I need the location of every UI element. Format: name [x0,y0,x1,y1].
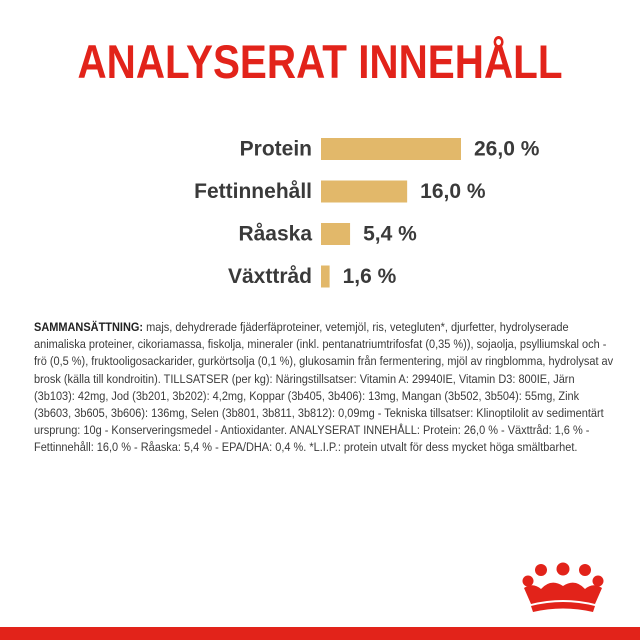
bar [321,266,330,288]
bar [321,223,350,245]
composition-label: SAMMANSÄTTNING: [34,320,144,334]
royal-canin-crown-logo [521,562,605,618]
composition-body: majs, dehydrerade fjäderfäproteiner, vetemjöl, ris, vetegluten*, djurfetter, hydrolyserade animaliska proteiner, cikoriamassa, fiskolja, mineraler (inkl. pentanatriumtrifosfat (0,35 %)), sojaolja, psylliumskal och -frö (0,5 %), fruktooligosackarider, gurkörtsolja (0,1 %), glukosamin från fermentering, mjöl av ringblomma, hydrolysat av brosk (källa till kondroitin). TILLSATSER (per kg): Näringstillsatser: Vitamin A: 29940IE, Vitamin D3: 800IE, Järn (3b103): 42mg, Jod (3b201, 3b202): 4,2mg, Koppar (3b405, 3b406): 13mg, Mangan (3b502, 3b504): 55mg, Zink (3b603, 3b605, 3b606): 136mg, Selen (3b801, 3b811, 3b812): 0,09mg - Tekniska tillsatser: Klinoptilolit av sedimentärt ursprung: 10g - Konserveringsmedel - Antioxidanter. ANALYSERAT INNEHÅLL: Protein: 26,0 % - Växttråd: 1,6 % - Fettinnehåll: 16,0 % - Råaska: 5,4 % - EPA/DHA: 0,4 %. *L.I.P.: protein utvalt för dess mycket höga smältbarhet. [34,320,614,455]
category-label: Fettinnehåll [194,180,312,203]
category-label: Växttråd [227,265,312,288]
value-label: 26,0 % [474,137,540,161]
value-label: 1,6 % [342,265,397,288]
bar [321,181,407,203]
value-label: 5,4 % [363,222,417,246]
page-title: ANALYSERAT INNEHÅLL [77,35,563,88]
footer-bar [0,627,640,640]
bar [321,138,461,160]
composition-text [34,319,614,457]
category-label: Råaska [238,222,312,246]
value-label: 16,0 % [420,180,486,203]
category-label: Protein [239,137,312,161]
